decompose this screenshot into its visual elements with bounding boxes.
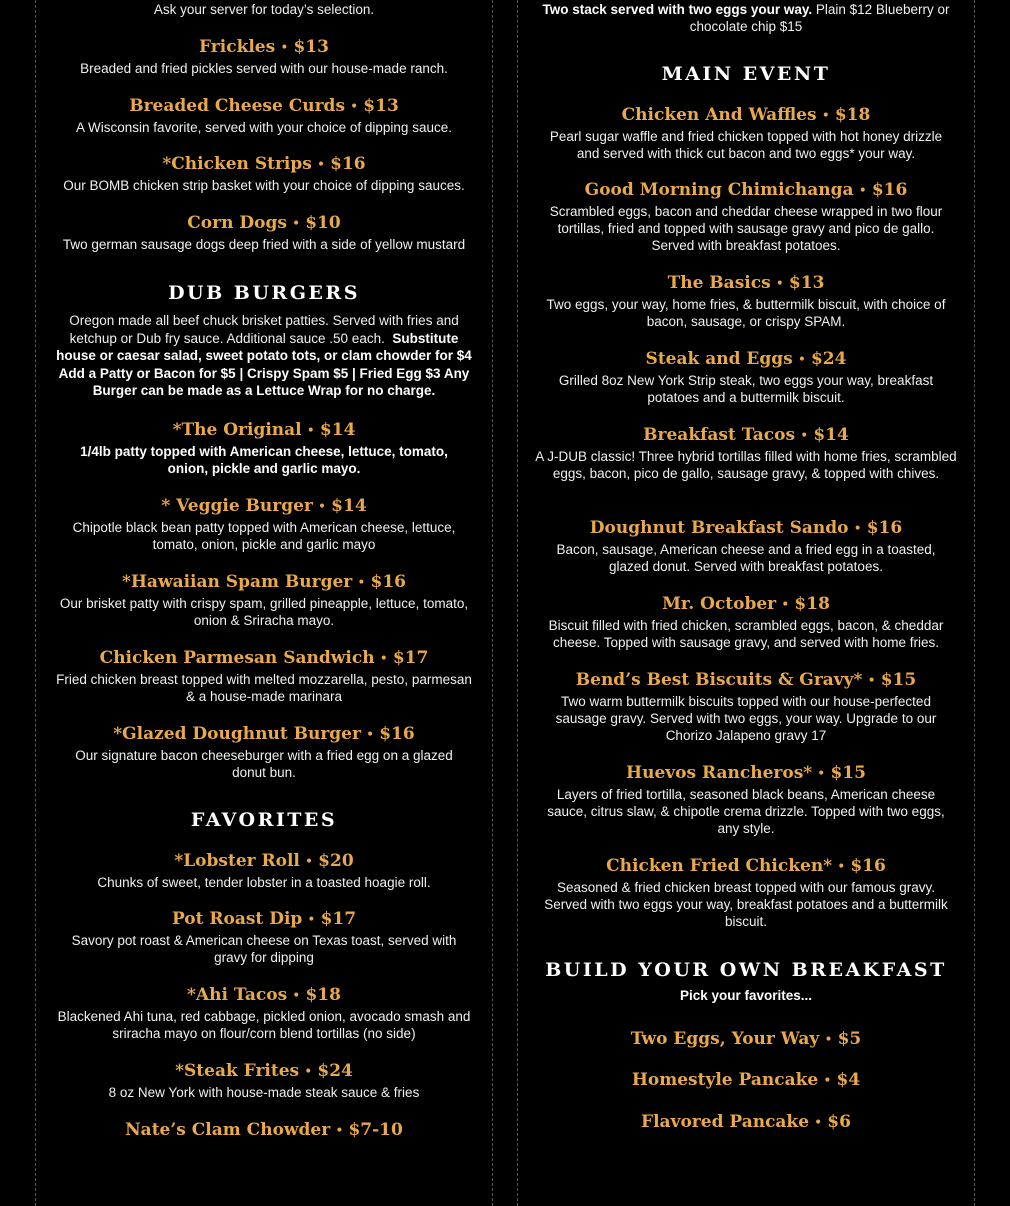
item-price: $13 [788, 273, 825, 293]
item-price: $17 [392, 648, 429, 668]
price-separator: • [800, 428, 809, 444]
section-title: FAVORITES [190, 809, 338, 831]
item-price: $15 [830, 763, 866, 783]
item-name: Mr. October [662, 594, 777, 614]
menu-column-left [35, 0, 493, 1206]
section-dub-burgers [36, 282, 492, 400]
section-title: BUILD YOUR OWN BREAKFAST [545, 959, 947, 981]
section-title: DUB BURGERS [168, 282, 360, 304]
menu-item-lobster-roll [36, 851, 492, 891]
item-description: Ask your server for today’s selection. [153, 2, 375, 17]
item-price: $16 [871, 180, 908, 200]
menu-item-huevos-rancheros [518, 763, 974, 837]
item-price: $20 [318, 851, 354, 871]
item-description: A J-DUB classic! Three hybrid tortillas filled with home fries, scrambled eggs, bacon, pico de gallo, sausage gravy, & topped with chives. [535, 449, 957, 481]
menu-column-right [517, 0, 975, 1206]
item-name: Breaded Cheese Curds [129, 96, 346, 116]
item-description: A Wisconsin favorite, served with your choice of dipping sauce. [76, 120, 452, 135]
price-separator: • [307, 912, 316, 928]
menu-item-the-basics [518, 273, 974, 330]
item-name: *Chicken Strips [162, 154, 312, 174]
item-name: The Basics [667, 273, 771, 293]
item-price: $16 [850, 856, 886, 876]
item-name: Chicken And Waffles [621, 105, 817, 125]
price-separator: • [291, 216, 301, 232]
item-price: $7-10 [348, 1120, 403, 1140]
price-separator: • [821, 108, 830, 124]
item-price: $16 [370, 572, 407, 592]
item-price: $24 [317, 1061, 353, 1081]
menu-item-flavored-pancake [518, 1112, 974, 1133]
price-separator: • [304, 1064, 313, 1080]
item-name: Chicken Parmesan Sandwich [99, 648, 375, 668]
price-separator: • [316, 157, 326, 173]
price-separator: • [365, 727, 375, 743]
section-description [55, 312, 473, 400]
item-name: *Glazed Doughnut Burger [113, 724, 361, 744]
menu-item-chicken-fried-chicken [518, 856, 974, 930]
item-price: $17 [320, 909, 357, 929]
item-name: Breakfast Tacos [643, 425, 796, 445]
price-separator: • [775, 276, 784, 292]
item-description: Two eggs, your way, home fries, & buttermilk biscuit, with choice of bacon, sausage, or crispy SPAM. [546, 297, 946, 329]
item-price: $18 [794, 594, 830, 614]
item-price: $4 [836, 1070, 861, 1090]
item-name: Nate’s Clam Chowder [125, 1120, 331, 1140]
item-description: Our BOMB chicken strip basket with your choice of dipping sauces. [63, 178, 465, 193]
item-price: $13 [363, 96, 399, 116]
item-price: $10 [305, 213, 341, 233]
menu-item-glazed-doughnut-burger [36, 724, 492, 781]
price-separator: • [335, 1123, 344, 1139]
menu-item-corn-dogs [36, 213, 492, 253]
item-description: Bacon, sausage, American cheese and a fried egg in a toasted, glazed donut. Served with breakfast potatoes. [556, 542, 936, 574]
section-main-event [518, 63, 974, 85]
price-separator: • [858, 183, 867, 199]
item-description: Breaded and fried pickles served with our house-made ranch. [80, 61, 448, 76]
menu-item-deviled-eggs [36, 0, 492, 18]
item-price: $14 [331, 496, 367, 516]
item-name: *Hawaiian Spam Burger [121, 572, 353, 592]
price-separator: • [867, 673, 876, 689]
section-description-bold: Substitute house or caesar salad, sweet potato tots, or clam chowder for $4 Add a Patty or Bacon for $5 | Crispy Spam $5 | Fried Egg $3 Any Burger can be made as a Lettuce Wrap for no charge. [56, 330, 472, 398]
price-separator: • [817, 766, 826, 782]
price-separator: • [317, 499, 327, 515]
item-description: Biscuit filled with fried chicken, scrambled eggs, bacon, & cheddar cheese. Topped with sausage gravy, and served with home fries. [548, 618, 944, 650]
item-description: 1/4lb patty topped with American cheese, lettuce, tomato, onion, pickle and garlic mayo. [80, 444, 448, 476]
item-description: Chipotle black bean patty topped with American cheese, lettuce, tomato, onion, pickle and garlic mayo [72, 520, 456, 552]
section-description-plain: Oregon made all beef chuck brisket patties. Served with fries and ketchup or Dub fry sauce. Additional sauce .50 each. [69, 313, 459, 346]
item-description: Chunks of sweet, tender lobster in a toasted hoagie roll. [97, 875, 431, 890]
menu-item-chicken-parmesan [36, 648, 492, 705]
item-name: Doughnut Breakfast Sando [589, 518, 849, 538]
menu-item-cheese-curds [36, 96, 492, 136]
item-price: $13 [293, 37, 329, 57]
item-description: Scrambled eggs, bacon and cheddar cheese wrapped in two flour tortillas, fried and topped with sausage gravy and pico de gallo. Served with breakfast potatoes. [549, 204, 943, 253]
item-name: Steak and Eggs [645, 349, 793, 369]
price-separator: • [292, 988, 301, 1004]
menu-item-pot-roast-dip [36, 909, 492, 966]
item-price: $6 [827, 1112, 851, 1132]
price-separator: • [853, 521, 862, 537]
menu-item-doughnut-breakfast-sando [518, 518, 974, 575]
price-separator: • [350, 99, 359, 115]
price-separator: • [797, 352, 806, 368]
price-separator: • [823, 1073, 832, 1089]
menu-item-mr-october [518, 594, 974, 651]
item-name: Pot Roast Dip [171, 909, 303, 929]
item-price: $5 [837, 1029, 862, 1049]
item-description: Pearl sugar waffle and fried chicken topped with hot honey drizzle and served with thick cut bacon and two eggs* your way. [549, 129, 943, 161]
item-description: Two warm buttermilk biscuits topped with our house-perfected sausage gravy. Served with two eggs, your way. Upgrade to our Chorizo Jalapeno gravy 17 [555, 694, 937, 743]
item-description: Our signature bacon cheeseburger with a fried egg on a glazed donut bun. [75, 748, 453, 780]
price-separator: • [814, 1115, 823, 1131]
item-price: $15 [880, 670, 917, 690]
item-description: Savory pot roast & American cheese on Texas toast, served with gravy for dipping [71, 933, 457, 965]
menu-item-breakfast-tacos [518, 425, 974, 482]
section-favorites [36, 809, 492, 831]
item-price: $16 [379, 724, 415, 744]
item-description: Fried chicken breast topped with melted mozzarella, pesto, parmesan & a house-made marinara [56, 672, 472, 704]
section-title: MAIN EVENT [661, 63, 831, 85]
item-name: Good Morning Chimichanga [584, 180, 854, 200]
menu-item-steak-and-eggs [518, 349, 974, 406]
item-price: $16 [866, 518, 903, 538]
item-description: Our brisket patty with crispy spam, grilled pineapple, lettuce, tomato, onion & Sriracha mayo. [59, 596, 469, 628]
menu-item-homestyle-pancake [518, 1070, 974, 1091]
item-price: $24 [810, 349, 847, 369]
item-name: Corn Dogs [187, 213, 287, 233]
item-name: Homestyle Pancake [631, 1070, 819, 1090]
menu-item-chicken-strips [36, 154, 492, 194]
item-name: Flavored Pancake [641, 1112, 810, 1132]
item-price: $14 [319, 420, 356, 440]
item-description-bold: Two stack served with two eggs your way. [542, 2, 813, 17]
item-description: 8 oz New York with house-made steak sauce & fries [108, 1085, 420, 1100]
item-description: Blackened Ahi tuna, red cabbage, pickled onion, avocado smash and sriracha mayo on flour/corn blend tortillas (no side) [57, 1009, 471, 1041]
price-separator: • [306, 423, 315, 439]
item-description: Layers of fried tortilla, seasoned black beans, American cheese sauce, citrus slaw, & chipotle crema drizzle. Topped with two eggs, any style. [547, 787, 945, 836]
menu-item-frickles [36, 37, 492, 77]
item-name: Two Eggs, Your Way [630, 1029, 820, 1049]
menu-item-chimichanga [518, 180, 974, 254]
menu-item-ahi-tacos [36, 985, 492, 1042]
item-description: Two german sausage dogs deep fried with a side of yellow mustard [62, 237, 466, 252]
item-name: *The Original [172, 420, 302, 440]
price-separator: • [379, 651, 388, 667]
menu-item-steak-frites [36, 1061, 492, 1101]
item-price: $18 [305, 985, 341, 1005]
menu-item-hawaiian-spam-burger [36, 572, 492, 629]
item-name: *Ahi Tacos [187, 985, 288, 1005]
item-name: * Veggie Burger [161, 496, 313, 516]
menu-item-homestyle-pancakes [518, 0, 974, 35]
menu-item-clam-chowder [36, 1120, 492, 1141]
price-separator: • [837, 859, 846, 875]
item-price: $14 [813, 425, 849, 445]
item-name: Huevos Rancheros* [626, 763, 813, 783]
item-description: Seasoned & fried chicken breast topped with our famous gravy. Served with two eggs your way, breakfast potatoes and a buttermilk biscuit. [544, 880, 948, 929]
item-name: Frickles [199, 37, 276, 57]
item-name: *Steak Frites [175, 1061, 300, 1081]
menu-item-two-eggs [518, 1029, 974, 1050]
item-price: $18 [834, 105, 871, 125]
price-separator: • [280, 40, 289, 56]
item-description: Plain $12 Blueberry or chocolate chip $15 [689, 2, 950, 34]
item-name: *Lobster Roll [174, 851, 300, 871]
price-separator: • [781, 597, 790, 613]
price-separator: • [357, 575, 366, 591]
menu-item-veggie-burger [36, 496, 492, 553]
price-separator: • [304, 854, 314, 870]
price-separator: • [824, 1032, 833, 1048]
item-price: $16 [330, 154, 366, 174]
item-name: Bend’s Best Biscuits & Gravy* [575, 670, 863, 690]
menu-item-the-original [36, 420, 492, 477]
section-build-your-own [518, 959, 974, 1005]
item-description: Grilled 8oz New York Strip steak, two eggs your way, breakfast potatoes and a buttermilk biscuit. [558, 373, 934, 405]
menu-item-biscuits-and-gravy [518, 670, 974, 744]
item-name: Chicken Fried Chicken* [606, 856, 833, 876]
menu-item-chicken-and-waffles [518, 105, 974, 162]
section-subtitle: Pick your favorites... [679, 988, 813, 1003]
